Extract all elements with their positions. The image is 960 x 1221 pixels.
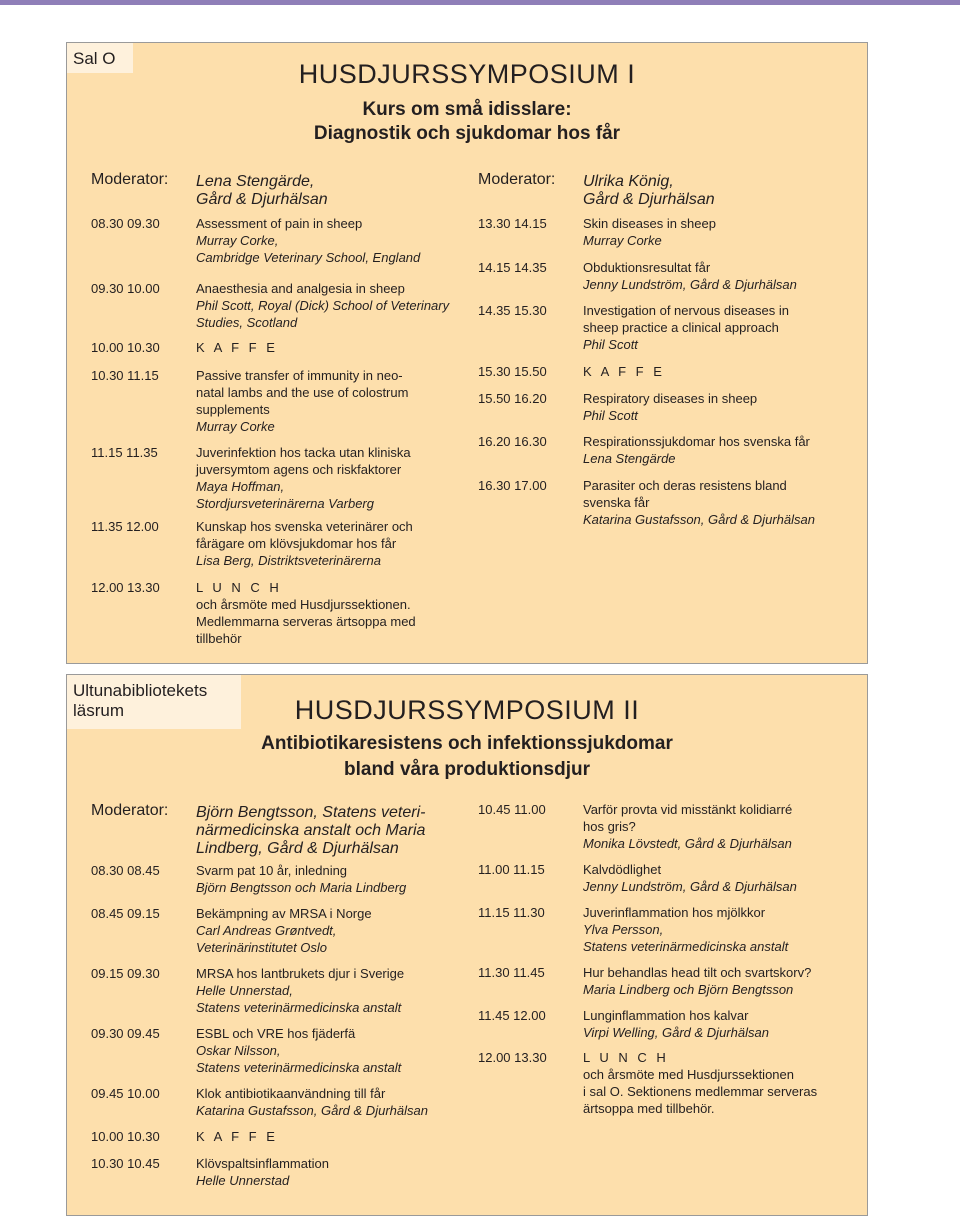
session-item — [196, 1128, 278, 1145]
session-title: sheep practice a clinical approach — [583, 320, 779, 335]
session-title: juversymtom agens och riskfaktorer — [196, 462, 402, 477]
session-title: K A F F E — [196, 340, 278, 355]
session-title: Kalvdödlighet — [583, 862, 662, 877]
session-title: Medlemmarna serveras ärtsoppa med — [196, 614, 416, 629]
session-speaker: Maya Hoffman, — [196, 479, 285, 494]
symposium-1-panel — [66, 42, 868, 664]
session-title: natal lambs and the use of colostrum — [196, 385, 409, 400]
symposium-subtitle-2: Diagnostik och sjukdomar hos får — [313, 123, 621, 144]
session-item — [583, 1049, 817, 1117]
top-accent-bar — [0, 0, 960, 5]
session-title: L U N C H — [583, 1050, 669, 1065]
session-speaker: Phil Scott — [583, 408, 638, 423]
session-item — [583, 259, 797, 293]
session-title: tillbehör — [196, 631, 242, 646]
session-item — [583, 904, 788, 955]
session-time: 11.35 12.00 — [91, 519, 159, 534]
session-title: ärtsoppa med tillbehör. — [583, 1101, 715, 1116]
moderator-label: Moderator: — [478, 171, 556, 188]
moderator-name-line-3: Lindberg, Gård & Djurhälsan — [196, 840, 399, 857]
session-item — [196, 367, 408, 435]
symposium-subtitle-1: Antibiotikaresistens och infektionssjukdomar — [261, 733, 673, 754]
session-speaker: Björn Bengtsson och Maria Lindberg — [196, 880, 407, 895]
session-item — [196, 1085, 428, 1119]
session-title: och årsmöte med Husdjurssektionen. — [196, 597, 411, 612]
session-time: 09.15 09.30 — [91, 966, 160, 981]
session-title: Respirationssjukdomar hos svenska får — [583, 434, 810, 449]
session-title: Bekämpning av MRSA i Norge — [196, 906, 372, 921]
session-speaker: Lisa Berg, Distriktsveterinärerna — [196, 553, 381, 568]
symposium-title: HUSDJURSSYMPOSIUM II — [294, 695, 640, 725]
symposium-title: HUSDJURSSYMPOSIUM I — [298, 59, 636, 89]
session-item — [196, 339, 278, 356]
session-title: och årsmöte med Husdjurssektionen — [583, 1067, 794, 1082]
session-speaker: Veterinärinstitutet Oslo — [196, 940, 328, 955]
session-item — [196, 1025, 401, 1076]
session-item — [196, 905, 372, 956]
symposium-subtitle-2: bland våra produktionsdjur — [344, 759, 590, 780]
session-time: 15.30 15.50 — [478, 364, 547, 379]
session-speaker: Murray Corke — [196, 419, 275, 434]
session-time: 12.00 13.30 — [91, 580, 160, 595]
session-title: Parasiter och deras resistens bland — [583, 478, 787, 493]
session-title: K A F F E — [583, 364, 665, 379]
session-speaker: Statens veterinärmedicinska anstalt — [583, 939, 789, 954]
session-time: 14.35 15.30 — [478, 303, 547, 318]
session-item — [196, 280, 449, 331]
session-title: Klok antibiotikaanvändning till får — [196, 1086, 386, 1101]
session-title: Lunginflammation hos kalvar — [583, 1008, 749, 1023]
session-item — [196, 215, 420, 266]
session-speaker: Katarina Gustafsson, Gård & Djurhälsan — [583, 512, 815, 527]
session-title: svenska får — [583, 495, 650, 510]
session-time: 11.00 11.15 — [478, 862, 545, 877]
session-item — [583, 215, 716, 249]
session-time: 09.30 10.00 — [91, 281, 160, 296]
session-speaker: Statens veterinärmedicinska anstalt — [196, 1000, 402, 1015]
session-time: 15.50 16.20 — [478, 391, 547, 406]
session-speaker: Jenny Lundström, Gård & Djurhälsan — [583, 277, 797, 292]
session-speaker: Phil Scott, Royal (Dick) School of Veterinary — [196, 298, 450, 313]
session-item — [583, 801, 792, 852]
session-title: i sal O. Sektionens medlemmar serveras — [583, 1084, 818, 1099]
session-time: 09.45 10.00 — [91, 1086, 160, 1101]
session-item — [196, 579, 416, 647]
session-time: 16.30 17.00 — [478, 478, 547, 493]
symposium-2-panel — [66, 674, 868, 1216]
session-title: Klövspaltsinflammation — [196, 1156, 329, 1171]
room-label: Sal O — [67, 43, 133, 73]
session-title: Varför provta vid misstänkt kolidiarré — [583, 802, 793, 817]
session-item — [196, 862, 406, 896]
session-speaker: Carl Andreas Grøntvedt, — [196, 923, 337, 938]
session-item — [583, 302, 789, 353]
session-time: 09.30 09.45 — [91, 1026, 160, 1041]
session-title: Hur behandlas head tilt och svartskorv? — [583, 965, 812, 980]
moderator-name: Ulrika König, — [583, 173, 674, 190]
session-item — [583, 1007, 769, 1041]
session-title: Anaesthesia and analgesia in sheep — [196, 281, 405, 296]
moderator-name: Lena Stengärde, — [196, 173, 315, 190]
session-item — [196, 444, 411, 512]
session-time: 08.30 09.30 — [91, 216, 160, 231]
moderator-name-line-1: Björn Bengtsson, Statens veteri- — [196, 804, 426, 821]
session-time: 11.30 11.45 — [478, 965, 545, 980]
session-item — [196, 1155, 329, 1189]
session-item — [583, 390, 757, 424]
session-title: Juverinfektion hos tacka utan kliniska — [196, 445, 411, 460]
session-title: Kunskap hos svenska veterinärer och — [196, 519, 413, 534]
session-time: 14.15 14.35 — [478, 260, 547, 275]
session-time: 10.45 11.00 — [478, 802, 546, 817]
moderator-affiliation: Gård & Djurhälsan — [196, 191, 328, 208]
session-title: Obduktionsresultat får — [583, 260, 711, 275]
session-time: 11.15 11.30 — [478, 905, 545, 920]
session-speaker: Jenny Lundström, Gård & Djurhälsan — [583, 879, 797, 894]
session-title: Juverinflammation hos mjölkkor — [583, 905, 766, 920]
session-speaker: Virpi Welling, Gård & Djurhälsan — [583, 1025, 769, 1040]
session-speaker: Maria Lindberg och Björn Bengtsson — [583, 982, 794, 997]
session-speaker: Lena Stengärde — [583, 451, 676, 466]
session-title: Passive transfer of immunity in neo- — [196, 368, 403, 383]
session-speaker: Murray Corke, — [196, 233, 279, 248]
session-item — [583, 861, 797, 895]
session-time: 08.45 09.15 — [91, 906, 160, 921]
session-title: ESBL och VRE hos fjäderfä — [196, 1026, 356, 1041]
session-speaker: Helle Unnerstad, — [196, 983, 293, 998]
moderator-affiliation: Gård & Djurhälsan — [583, 191, 715, 208]
moderator-label: Moderator: — [91, 802, 169, 819]
session-speaker: Ylva Persson, — [583, 922, 664, 937]
session-title: MRSA hos lantbrukets djur i Sverige — [196, 966, 405, 981]
session-time: 10.30 10.45 — [91, 1156, 160, 1171]
session-title: L U N C H — [196, 580, 282, 595]
session-speaker: Phil Scott — [583, 337, 638, 352]
session-time: 11.15 11.35 — [91, 445, 158, 460]
session-time: 16.20 16.30 — [478, 434, 547, 449]
session-title: hos gris? — [583, 819, 636, 834]
session-time: 10.30 11.15 — [91, 368, 159, 383]
moderator-name-line-2: närmedicinska anstalt och Maria — [196, 822, 426, 839]
room-label-line-2: läsrum — [73, 701, 125, 720]
session-item — [196, 965, 404, 1016]
session-speaker: Stordjursveterinärerna Varberg — [196, 496, 374, 511]
session-title: K A F F E — [196, 1129, 278, 1144]
session-speaker: Cambridge Veterinary School, England — [196, 250, 421, 265]
session-title: Skin diseases in sheep — [583, 216, 716, 231]
session-time: 11.45 12.00 — [478, 1008, 546, 1023]
session-speaker: Katarina Gustafsson, Gård & Djurhälsan — [196, 1103, 428, 1118]
symposium-subtitle-1: Kurs om små idisslare: — [362, 99, 572, 120]
session-item — [583, 477, 815, 528]
session-speaker: Oskar Nilsson, — [196, 1043, 281, 1058]
session-time: 13.30 14.15 — [478, 216, 547, 231]
session-title: Respiratory diseases in sheep — [583, 391, 758, 406]
session-speaker: Murray Corke — [583, 233, 662, 248]
session-title: Svarm pat 10 år, inledning — [196, 863, 348, 878]
room-label-line-1: Ultunabibliotekets — [73, 681, 208, 700]
session-speaker: Studies, Scotland — [196, 315, 298, 330]
session-time: 08.30 08.45 — [91, 863, 160, 878]
moderator-label: Moderator: — [91, 171, 169, 188]
session-time: 10.00 10.30 — [91, 1129, 160, 1144]
session-title: Assessment of pain in sheep — [196, 216, 363, 231]
session-time: 10.00 10.30 — [91, 340, 160, 355]
session-title: supplements — [196, 402, 270, 417]
session-title: fårägare om klövsjukdomar hos får — [196, 536, 397, 551]
session-time: 12.00 13.30 — [478, 1050, 547, 1065]
session-item — [583, 964, 811, 998]
session-speaker: Helle Unnerstad — [196, 1173, 290, 1188]
session-speaker: Monika Lövstedt, Gård & Djurhälsan — [583, 836, 792, 851]
session-item — [583, 433, 810, 467]
session-item — [583, 363, 665, 380]
session-item — [196, 518, 413, 569]
session-title: Investigation of nervous diseases in — [583, 303, 789, 318]
session-speaker: Statens veterinärmedicinska anstalt — [196, 1060, 402, 1075]
